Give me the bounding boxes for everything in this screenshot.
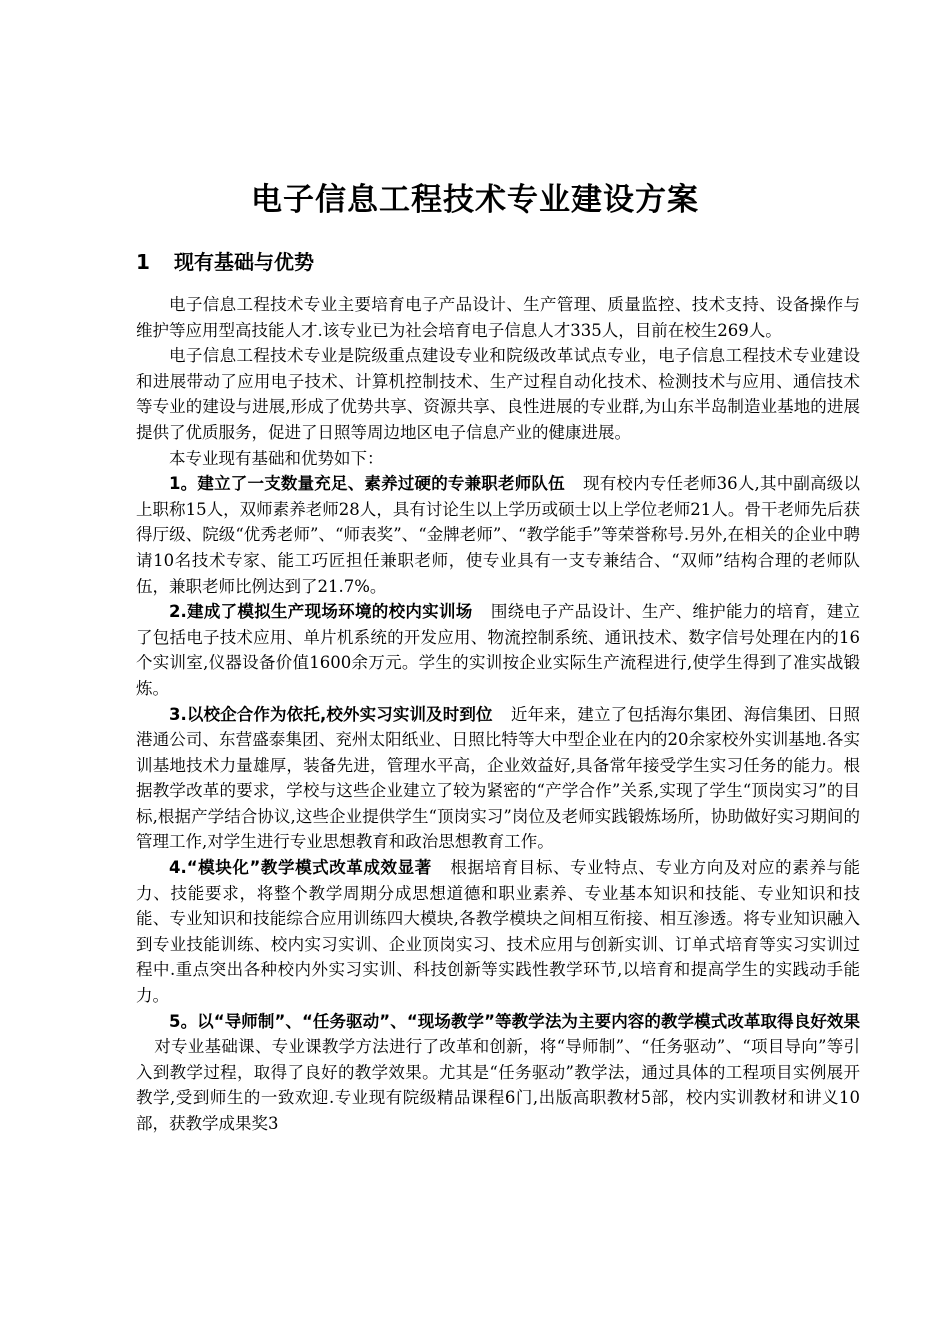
paragraph-key-program [136,343,860,445]
section-title: 现有基础与优势 [174,250,314,274]
document-title: 电子信息工程技术专业建设方案 [251,182,699,218]
section-heading [136,247,314,277]
paragraph-text: 电子信息工程技术专业是院级重点建设专业和院级改革试点专业，电子信息工程技术专业建设和进展带动了应用电子技术、计算机控制技术、生产过程自动化技术、检测技术与应用、通信技术等专业的建设与进展,形成了优势共享、资源共享、良性进展的专业群,为山东半岛制造业基地的进展提供了优质服务，促进了日照等周边地区电子信息产业的健康进展。 [136,346,860,442]
paragraph-lead-heading: 1。建立了一支数量充足、素养过硬的专兼职老师队伍 [169,474,565,494]
paragraph-text: 围绕电子产品设计、生产、维护能力的培育，建立了包括电子技术应用、单片机系统的开发应用、物流控制系统、通讯技术、数字信号处理在内的16个实训室,仪器设备价值1600余万元。学生的实训按企业实际生产流程进行,使学生得到了准实战锻炼。 [136,602,861,698]
paragraph-intro [136,292,860,343]
paragraph-lead-heading: 5。以“导师制”、“任务驱动”、“现场教学”等教学法为主要内容的教学模式改革取得良好效果 [169,1011,860,1031]
paragraph-school-enterprise [136,702,860,856]
paragraph-modular-teaching [136,855,860,1009]
paragraph-training-site [136,599,860,701]
paragraph-lead-heading: 3.以校企合作为依托,校外实习实训及时到位 [169,704,493,724]
section-number: 1 [136,250,150,274]
paragraph-lead-heading: 4.“模块化”教学模式改革成效显著 [169,858,432,878]
paragraph-text: 根据培育目标、专业特点、专业方向及对应的素养与能力、技能要求，将整个教学周期分成思想道德和职业素养、专业基本知识和技能、专业知识和技能、专业知识和技能综合应用训练四大模块,各教学模块之间相互衔接、相互渗透。将专业知识融入到专业技能训练、校内实习实训、企业顶岗实习、技术应用与创新实训、订单式培育等实习实训过程中.重点突出各种校内外实习实训、科技创新等实践性教学环节,以培育和提高学生的实践动手能力。 [136,858,861,1006]
paragraph-teaching-staff [136,471,860,599]
paragraph-text: 现有校内专任老师36人,其中副高级以上职称15人，双师素养老师28人，具有讨论生以上学历或硕士以上学位老师21人。骨干老师先后获得厅级、院级“优秀老师”、“师表奖”、“金牌老师”、“教学能手”等荣誉称号.另外,在相关的企业中聘请10名技术专家、能工巧匠担任兼职老师，使专业具有一支专兼结合、“双师”结构合理的老师队伍，兼职老师比例达到了21.7%。 [136,474,860,596]
paragraph-strengths-intro [136,446,860,472]
paragraph-text: 近年来，建立了包括海尔集团、海信集团、日照港通公司、东营盛泰集团、兖州太阳纸业、日照比特等大中型企业在内的20余家校外实训基地.各实训基地技术力量雄厚，装备先进，管理水平高，企业效益好,具备常年接受学生实习任务的能力。根据教学改革的要求，学校与这些企业建立了较为紧密的“产学合作”关系,实现了学生“顶岗实习”的目标,根据产学结合协议,这些企业提供学生“顶岗实习”岗位及老师实践锻炼场所，协助做好实习期间的管理工作,对学生进行专业思想教育和政治思想教育工作。 [136,704,860,852]
paragraph-text: 本专业现有基础和优势如下： [169,448,384,468]
paragraph-lead-heading: 2.建成了模拟生产现场环境的校内实训场 [169,602,473,622]
paragraph-text: 对专业基础课、专业课教学方法进行了改革和创新，将“导师制”、“任务驱动”、“项目导向”等引入到教学过程，取得了良好的教学效果。尤其是“任务驱动”教学法，通过具体的工程项目实例展开教学,受到师生的一致欢迎.专业现有院级精品课程6门,出版高职教材5部，校内实训教材和讲义10部，获教学成果奖3 [136,1037,860,1133]
document-body [136,292,860,1137]
paragraph-text: 电子信息工程技术专业主要培育电子产品设计、生产管理、质量监控、技术支持、设备操作与维护等应用型高技能人才.该专业已为社会培育电子信息人才335人，目前在校生269人。 [136,295,860,340]
paragraph-teaching-methods [136,1009,860,1137]
